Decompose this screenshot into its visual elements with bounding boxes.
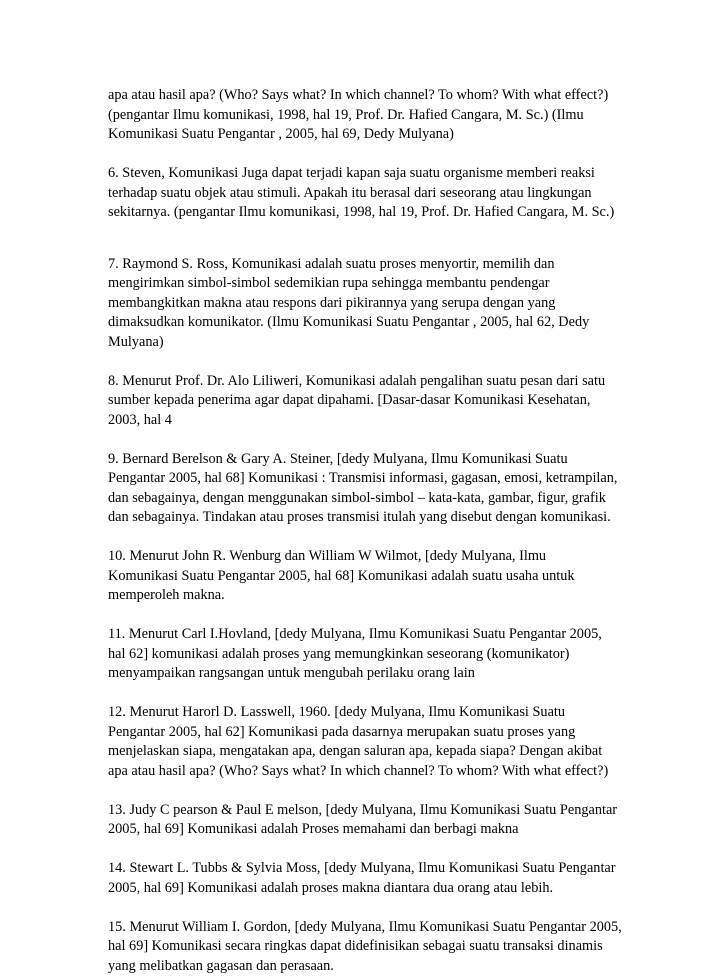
paragraph-9-berelson-steiner: 9. Bernard Berelson & Gary A. Steiner, [dedy Mulyana, Ilmu Komunikasi Suatu Pengantar 2005, hal 68] Komunikasi : Transmisi informasi, gagasan, emosi, ketrampilan, dan sebagainya, dengan menggunakan simbol-simbol – kata-kata, gambar, figur, grafik dan sebagainya. Tindakan atau proses transmisi itulah yang disebut dengan komunikasi. — [108, 450, 628, 528]
paragraph-continuation: apa atau hasil apa? (Who? Says what? In which channel? To whom? With what effect?) (pengantar Ilmu komunikasi, 1998, hal 19, Prof. Dr. Hafied Cangara, M. Sc.) (Ilmu Komunikasi Suatu Pengantar , 2005, hal 69, Dedy Mulyana) — [108, 86, 628, 145]
paragraph-8-liliweri: 8. Menurut Prof. Dr. Alo Liliweri, Komunikasi adalah pengalihan suatu pesan dari satu sumber kepada penerima agar dapat dipahami. [Dasar-dasar Komunikasi Kesehatan, 2003, hal 4 — [108, 372, 628, 431]
paragraph-11-hovland: 11. Menurut Carl I.Hovland, [dedy Mulyana, Ilmu Komunikasi Suatu Pengantar 2005, hal 62] komunikasi adalah proses yang memungkinkan seseorang (komunikator) menyampaikan rangsangan untuk mengubah perilaku orang lain — [108, 625, 628, 684]
paragraph-spacer — [108, 223, 628, 255]
paragraph-spacer — [108, 840, 628, 860]
paragraph-12-lasswell: 12. Menurut Harorl D. Lasswell, 1960. [dedy Mulyana, Ilmu Komunikasi Suatu Pengantar 2005, hal 62] Komunikasi pada dasarnya merupakan suatu proses yang menjelaskan siapa, mengatakan apa, dengan saluran apa, kepada siapa? Dengan akibat apa atau hasil apa? (Who? Says what? In which channel? To whom? With what effect?) — [108, 703, 628, 781]
paragraph-15-gordon: 15. Menurut William I. Gordon, [dedy Mulyana, Ilmu Komunikasi Suatu Pengantar 2005, hal 69] Komunikasi secara ringkas dapat didefinisikan sebagai suatu transaksi dinamis yang melibatkan gagasan dan perasaan. — [108, 918, 628, 976]
paragraph-14-tubbs-moss: 14. Stewart L. Tubbs & Sylvia Moss, [dedy Mulyana, Ilmu Komunikasi Suatu Pengantar 2005, hal 69] Komunikasi adalah proses makna diantara dua orang atau lebih. — [108, 859, 628, 898]
paragraph-spacer — [108, 145, 628, 165]
paragraph-spacer — [108, 781, 628, 801]
paragraph-7-ross: 7. Raymond S. Ross, Komunikasi adalah suatu proses menyortir, memilih dan mengirimkan simbol-simbol sedemikian rupa sehingga membantu pendengar membangkitkan makna atau respons dari pikirannya yang serupa dengan yang dimaksudkan komunikator. (Ilmu Komunikasi Suatu Pengantar , 2005, hal 62, Dedy Mulyana) — [108, 255, 628, 353]
paragraph-spacer — [108, 684, 628, 704]
paragraph-13-pearson-nelson: 13. Judy C pearson & Paul E melson, [dedy Mulyana, Ilmu Komunikasi Suatu Pengantar 2005, hal 69] Komunikasi adalah Proses memahami dan berbagi makna — [108, 801, 628, 840]
paragraph-spacer — [108, 898, 628, 918]
document-page — [108, 86, 628, 976]
paragraph-spacer — [108, 352, 628, 372]
paragraph-10-wenburg-wilmot: 10. Menurut John R. Wenburg dan William W Wilmot, [dedy Mulyana, Ilmu Komunikasi Suatu Pengantar 2005, hal 68] Komunikasi adalah suatu usaha untuk memperoleh makna. — [108, 547, 628, 606]
paragraph-spacer — [108, 430, 628, 450]
paragraph-6-steven: 6. Steven, Komunikasi Juga dapat terjadi kapan saja suatu organisme memberi reaksi terhadap suatu objek atau stimuli. Apakah itu berasal dari seseorang atau lingkungan sekitarnya. (pengantar Ilmu komunikasi, 1998, hal 19, Prof. Dr. Hafied Cangara, M. Sc.) — [108, 164, 628, 223]
paragraph-spacer — [108, 606, 628, 626]
paragraph-spacer — [108, 528, 628, 548]
